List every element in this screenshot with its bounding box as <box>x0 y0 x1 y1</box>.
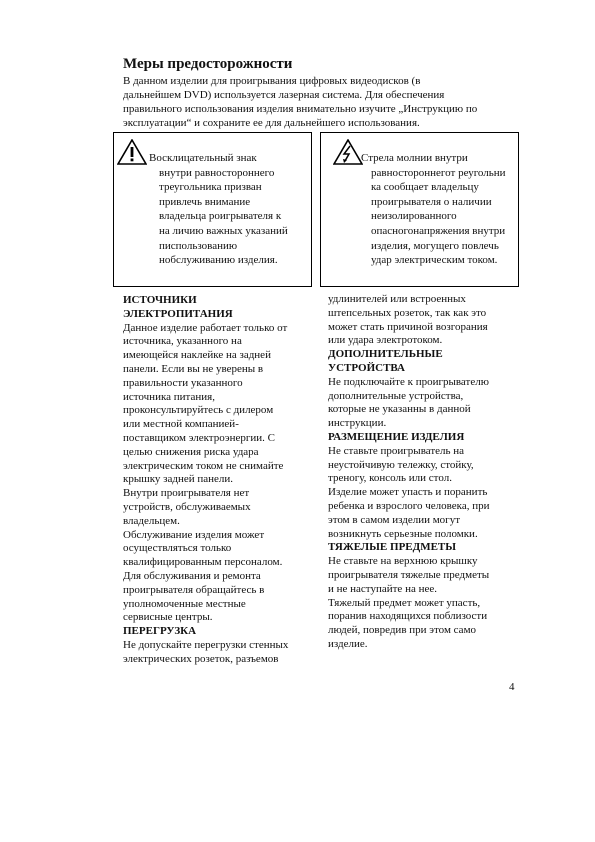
body-line: проконсультируйтесь с дилером <box>123 404 274 417</box>
body-line: Не ставьте проигрыватель на <box>328 444 465 457</box>
body-line: Не подключайте к проигрывателю <box>328 375 489 388</box>
body-line: Внутри проигрывателя нет <box>123 487 250 500</box>
intro-line: правильного использования изделия внимательно изучите „Инструкцию по <box>123 103 478 115</box>
lightning-warning-text <box>361 151 506 268</box>
box-line: неизолированного <box>371 210 457 223</box>
body-line: правильности указанного <box>123 376 243 389</box>
body-line: источника питания, <box>123 390 215 403</box>
body-line: штепсельных розеток, так как это <box>328 306 487 319</box>
body-line: дополнительные устройства, <box>328 389 464 402</box>
body-line: осуществляться только <box>123 542 232 555</box>
body-line: удлинителей или встроенных <box>328 293 466 305</box>
body-line: электрическим током не снимайте <box>123 459 284 472</box>
section-heading: ТЯЖЕЛЫЕ ПРЕДМЕТЫ <box>328 541 457 554</box>
right-column <box>328 293 518 652</box>
body-line: людей, повредив при этом само <box>328 624 477 637</box>
body-line: целью снижения риска удара <box>123 445 259 458</box>
intro-paragraph <box>123 74 523 130</box>
body-line: уполномоченные местные <box>123 597 246 610</box>
body-line: панели. Если вы не уверены в <box>123 362 264 375</box>
exclamation-triangle-icon <box>117 139 147 165</box>
body-line: источника, указанного на <box>123 335 242 348</box>
body-line: Не ставьте на верхнюю крышку <box>328 555 478 568</box>
box-line: ка сообщает владельцу <box>371 181 479 194</box>
box-line: равностороннегот реугольни <box>371 166 506 179</box>
body-line: проигрывателя обращайтесь в <box>123 583 265 596</box>
body-line: треногу, консоль или стол. <box>328 472 452 485</box>
section-heading: РАЗМЕЩЕНИЕ ИЗДЕЛИЯ <box>328 430 465 443</box>
lightning-triangle-icon <box>333 139 363 165</box>
exclamation-warning-text <box>149 151 288 268</box>
body-line: проигрывателя тяжелые предметы <box>328 568 490 581</box>
body-line: Для обслуживания и ремонта <box>123 569 261 582</box>
box-line: удар электрическим током. <box>371 254 498 267</box>
body-line: квалифицированным персоналом. <box>123 556 283 569</box>
body-line: неустойчивую тележку, стойку, <box>328 458 474 471</box>
intro-line: В данном изделии для проигрывания цифровых видеодисков (в <box>123 75 421 87</box>
body-line: может стать причиной возгорания <box>328 320 488 333</box>
box-line: треугольника призван <box>159 181 262 194</box>
body-line: крышку задней панели. <box>123 473 234 486</box>
intro-line: эксплуатации“ и сохраните ее для дальнейшего использования. <box>123 117 420 129</box>
body-line: устройств, обслуживаемых <box>123 500 251 513</box>
exclamation-warning-box <box>113 132 312 287</box>
section-heading: ИСТОЧНИКИ <box>123 294 197 306</box>
box-line: на личию важных указаний <box>159 224 288 237</box>
body-line: поранив находящихся поблизости <box>328 610 488 623</box>
section-heading: ЭЛЕКТРОПИТАНИЯ <box>123 307 233 320</box>
box-line: привлечь внимание <box>159 195 251 208</box>
body-line: и не наступайте на нее. <box>328 582 437 595</box>
box-line: изделия, могущего повлечь <box>371 239 499 252</box>
box-line: писпользованию <box>159 239 238 252</box>
body-line: Обслуживание изделия может <box>123 528 265 541</box>
lightning-warning-box <box>320 132 519 287</box>
page-title: Меры предосторожности <box>123 56 293 72</box>
body-line: Не допускайте перегрузки стенных <box>123 638 289 651</box>
body-line: имеющейся наклейке на задней <box>123 349 271 362</box>
body-line: Данное изделие работает только от <box>123 321 288 334</box>
body-line: владельцем. <box>123 514 180 527</box>
box-line: владельца роигрывателя к <box>159 210 282 223</box>
body-line: ребенка и взрослого человека, при <box>328 499 490 512</box>
body-line: Тяжелый предмет может упасть, <box>328 596 481 609</box>
box-line: Восклицательный знак <box>149 152 257 164</box>
box-line: опасногонапряжения внутри <box>371 224 506 237</box>
box-line: Стрела молнии внутри <box>361 152 468 164</box>
body-line: изделие. <box>328 637 368 650</box>
body-line: или местной компанией- <box>123 418 239 431</box>
body-line: инструкции. <box>328 417 387 430</box>
section-heading: ДОПОЛНИТЕЛЬНЫЕ <box>328 348 443 361</box>
body-line: которые не указанны в данной <box>328 403 471 416</box>
body-line: этом в самом изделии могут <box>328 513 460 526</box>
body-line: возникнуть серьезные поломки. <box>328 527 478 540</box>
box-line: нобслуживанию изделия. <box>159 254 278 267</box>
left-column <box>123 294 313 667</box>
box-line: внутри равностороннего <box>159 166 275 179</box>
body-line: поставщиком электроэнергии. С <box>123 431 275 444</box>
body-line: или удара электротоком. <box>328 334 443 347</box>
body-line: электрических розеток, разъемов <box>123 652 279 665</box>
page-number: 4 <box>509 681 515 693</box>
box-line: проигрывателя о наличии <box>371 195 492 208</box>
intro-line: дальнейшем DVD) используется лазерная система. Для обеспечения <box>123 89 445 101</box>
section-heading: ПЕРЕГРУЗКА <box>123 625 197 638</box>
body-line: Изделие может упасть и поранить <box>328 486 488 499</box>
section-heading: УСТРОЙСТВА <box>328 361 405 374</box>
body-line: сервисные центры. <box>123 611 213 624</box>
